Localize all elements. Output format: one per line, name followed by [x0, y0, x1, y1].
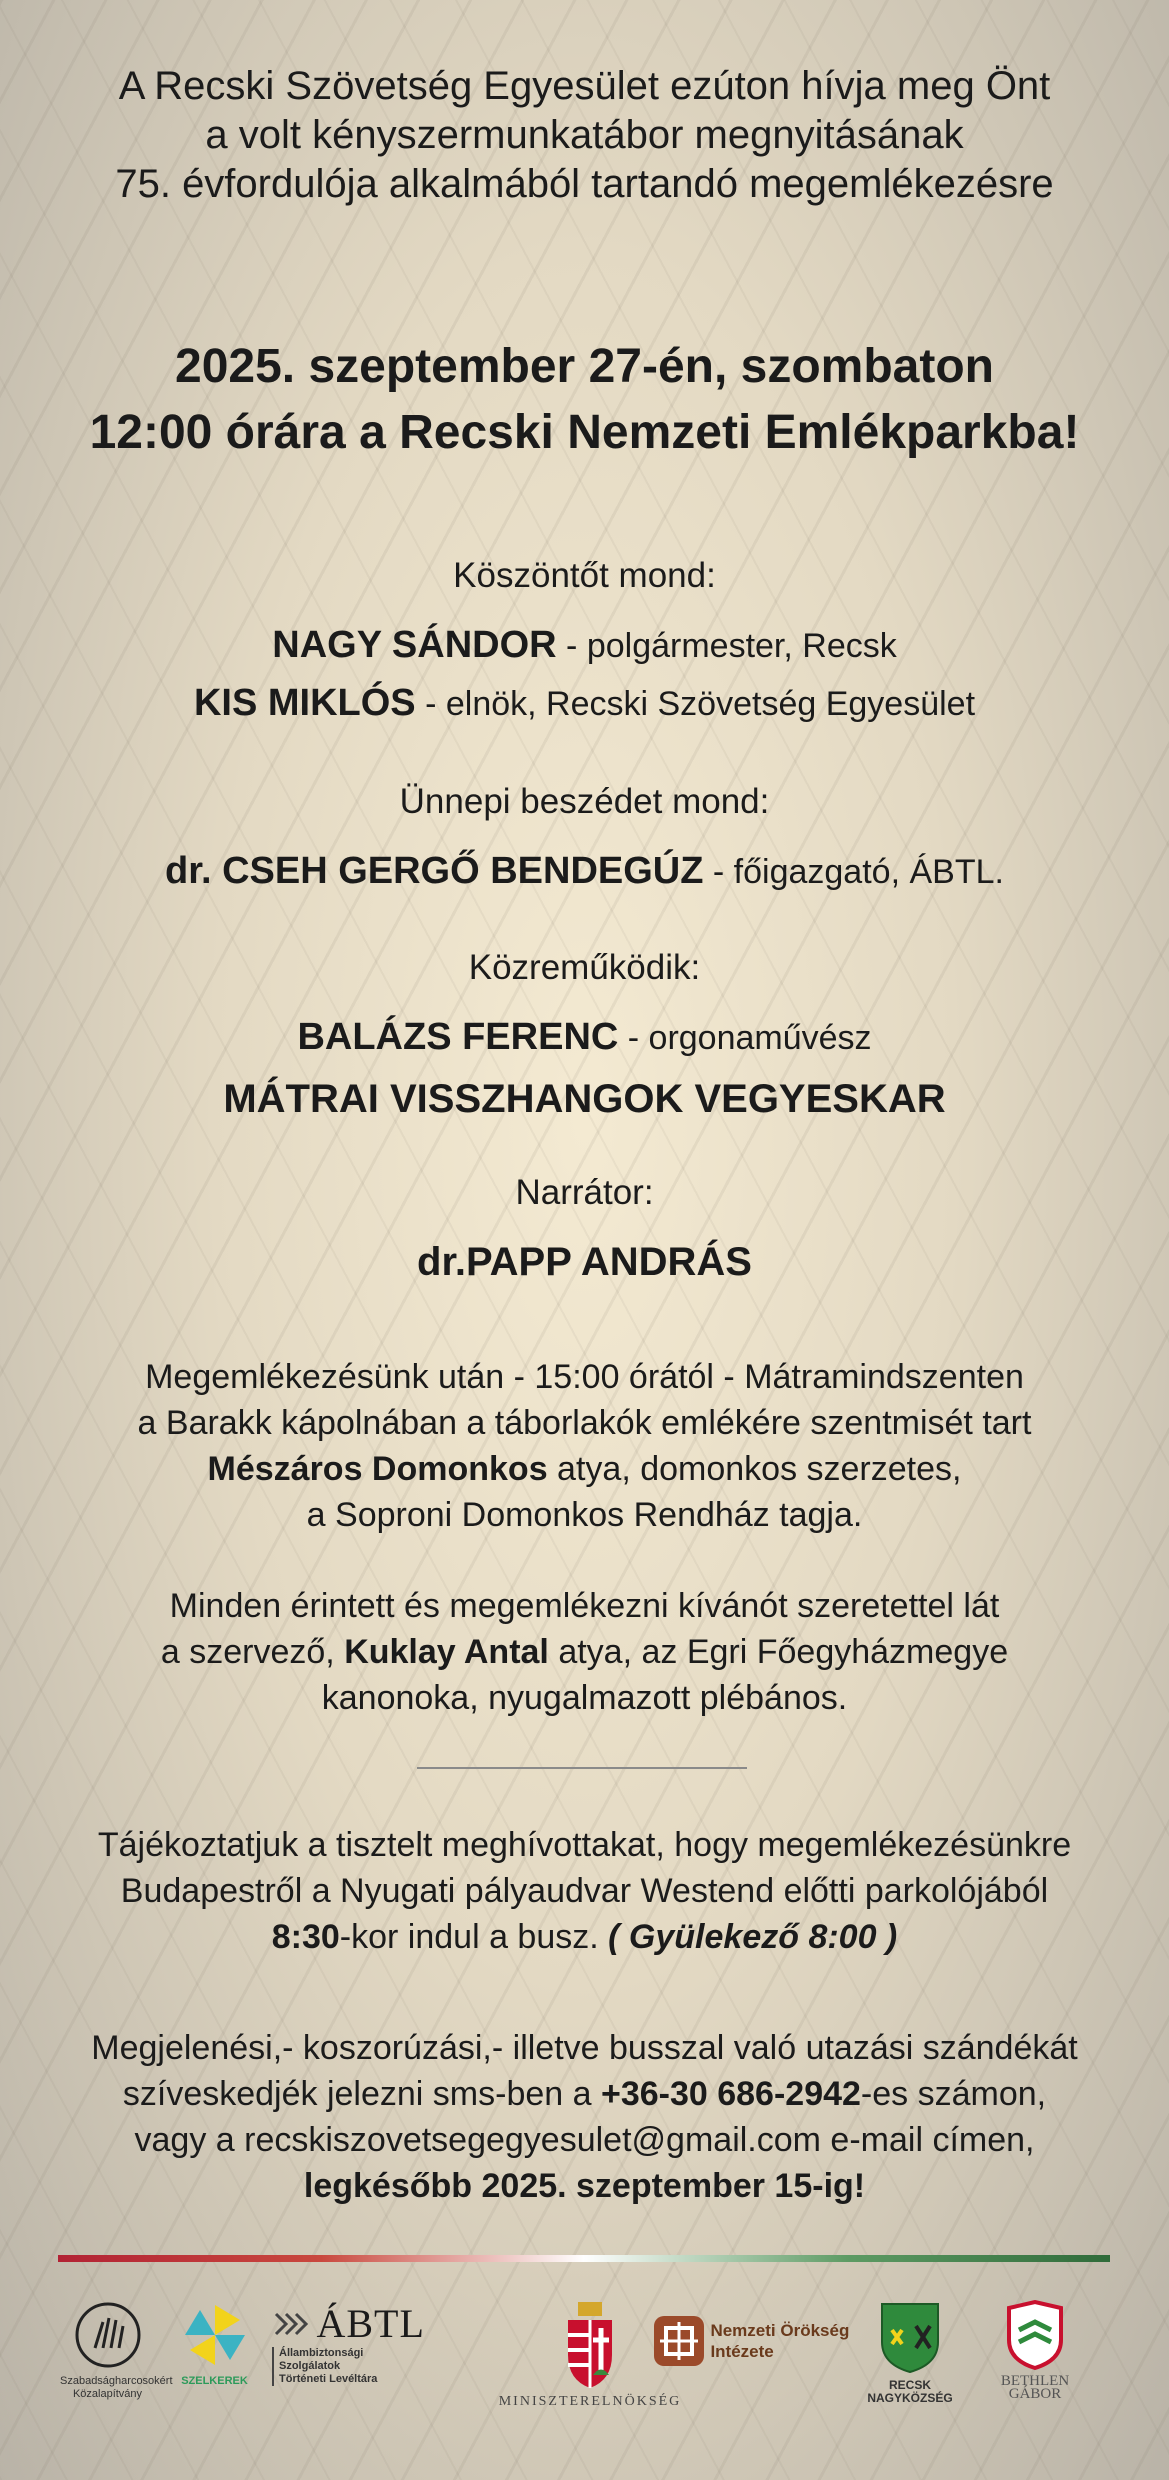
welcome-line-2-post: atya, az Egri Főegyházmegye: [548, 1633, 1009, 1671]
welcome-line-2-pre: a szervező,: [160, 1633, 345, 1671]
rsvp-deadline: [0, 2163, 1169, 2209]
bus-line-2: Budapestről a Nyugati pályaudvar Westend előtti parkolójából: [120, 1872, 1049, 1910]
mass-priest-name: Mészáros Domonkos: [207, 1450, 548, 1488]
welcome-line-3: kanonoka, nyugalmazott plébános.: [321, 1679, 848, 1717]
narrator-label: Narrátor:: [515, 1173, 654, 1212]
hand-emblem-icon: [73, 2300, 143, 2370]
bethlen-label: BETHLEN GÁBOR: [1000, 2373, 1070, 2402]
mass-paragraph: [0, 1354, 1169, 1538]
contributor-2: MÁTRAI VISSZHANGOK VEGYESKAR: [223, 1077, 946, 1121]
contributor-role: - orgonaművész: [618, 1019, 872, 1057]
pinwheel-icon: [180, 2300, 250, 2370]
narrator-name: dr.PAPP ANDRÁS: [417, 1240, 752, 1284]
szabadsag-label: Szabadságharcosokért Közalapítvány: [60, 2375, 173, 2400]
speaker-role: - főigazgató, ÁBTL.: [703, 853, 1004, 891]
rsvp-paragraph: [0, 2025, 1169, 2209]
event-date-heading: [0, 334, 1169, 466]
speech-label: Ünnepi beszédet mond:: [399, 782, 770, 821]
rsvp-line-2: [0, 2071, 1169, 2117]
nemzeti-orokseg-logo: [652, 2300, 872, 2368]
welcome-line-1: Minden érintett és megemlékezni kívánót szeretettel lát: [169, 1587, 1000, 1625]
greeting-speaker-2: [0, 682, 1169, 725]
event-date: 2025. szeptember 27-én, szombaton: [175, 340, 994, 393]
szelkerek-label: SZELKEREK: [181, 2375, 248, 2387]
intro-line-1: A Recski Szövetség Egyesület ezúton hívja meg Önt: [118, 64, 1051, 108]
speech-speaker: [0, 850, 1169, 893]
rsvp-deadline-text: legkésőbb 2025. szeptember 15-ig!: [303, 2167, 866, 2205]
contributor-1: [0, 1016, 1169, 1059]
noi-line-2: Intézete: [710, 2342, 774, 2361]
recsk-logo: [850, 2300, 970, 2405]
welcome-line-2: [0, 1629, 1169, 1675]
mass-line-3: [0, 1446, 1169, 1492]
intro-line-3: 75. évfordulója alkalmából tartandó megemlékezésre: [115, 162, 1054, 206]
sponsor-logos: [60, 2300, 1110, 2440]
noi-line-1: Nemzeti Örökség: [710, 2321, 850, 2340]
greeting-label: Köszöntőt mond:: [453, 556, 716, 595]
rsvp-line-2-pre: szíveskedjék jelezni sms-ben a: [122, 2075, 601, 2113]
rsvp-line-2-post: -es számon,: [860, 2075, 1047, 2113]
contributor-name: BALÁZS FERENC: [297, 1016, 619, 1058]
speaker-role: - polgármester, Recsk: [556, 627, 897, 665]
speaker-name: dr. CSEH GERGŐ BENDEGÚZ: [165, 850, 704, 892]
event-place: 12:00 órára a Recski Nemzeti Emlékparkba!: [89, 406, 1080, 459]
speaker-name: NAGY SÁNDOR: [272, 624, 557, 666]
rsvp-line-1: Megjelenési,- koszorúzási,- illetve busszal való utazási szándékát: [91, 2029, 1078, 2067]
organizer-name: Kuklay Antal: [344, 1633, 549, 1671]
mass-line-3-rest: atya, domonkos szerzetes,: [547, 1450, 962, 1488]
recsk-shield-icon: [878, 2300, 942, 2374]
bethlen-gabor-logo: [975, 2300, 1095, 2401]
mass-line-1: Megemlékezésünk után - 15:00 órától - Mátramindszenten: [145, 1358, 1024, 1396]
rsvp-line-3: vagy a recskiszovetsegegyesulet@gmail.com e-mail címen,: [134, 2121, 1035, 2159]
gather-time: ( Gyülekező 8:00 ): [608, 1918, 898, 1956]
national-color-stripe: [58, 2255, 1110, 2262]
recsk-label: RECSK NAGYKÖZSÉG: [867, 2378, 953, 2405]
coat-of-arms-icon: [560, 2300, 620, 2390]
intro-text: [0, 62, 1169, 209]
divider: [417, 1767, 747, 1769]
welcome-paragraph: [0, 1583, 1169, 1721]
knot-emblem-icon: [652, 2314, 706, 2368]
rsvp-phone: +36-30 686-2942: [600, 2075, 861, 2113]
speaker-role: - elnök, Recski Szövetség Egyesület: [415, 685, 976, 723]
mass-line-2: a Barakk kápolnában a táborlakók emlékére szentmisét tart: [137, 1404, 1032, 1442]
bus-line-1: Tájékoztatjuk a tisztelt meghívottakat, hogy megemlékezésünkre: [97, 1826, 1072, 1864]
abtl-wordmark: ÁBTL: [316, 2301, 425, 2346]
bus-line-3: [0, 1914, 1169, 1960]
speaker-name: KIS MIKLÓS: [193, 682, 416, 724]
bus-time: 8:30: [271, 1918, 340, 1956]
contributors-label: Közreműködik:: [468, 948, 701, 987]
abtl-description: Állambiztonsági Szolgálatok Történeti Levéltára: [272, 2347, 389, 2386]
szabadsagharcosokert-logo: [60, 2300, 173, 2401]
chevrons-icon: [272, 2304, 312, 2344]
mass-line-4: a Soproni Domonkos Rendház tagja.: [306, 1496, 863, 1534]
bus-line-3-mid: -kor indul a busz.: [339, 1918, 609, 1956]
intro-line-2: a volt kényszermunkatábor megnyitásának: [205, 113, 964, 157]
bethlen-shield-icon: [1005, 2300, 1065, 2370]
miniszterelnokseg-label: MINISZTERELNÖKSÉG: [498, 2394, 682, 2409]
szelkerek-logo: [172, 2300, 257, 2388]
bus-paragraph: [0, 1822, 1169, 1960]
greeting-speaker-1: [0, 624, 1169, 667]
